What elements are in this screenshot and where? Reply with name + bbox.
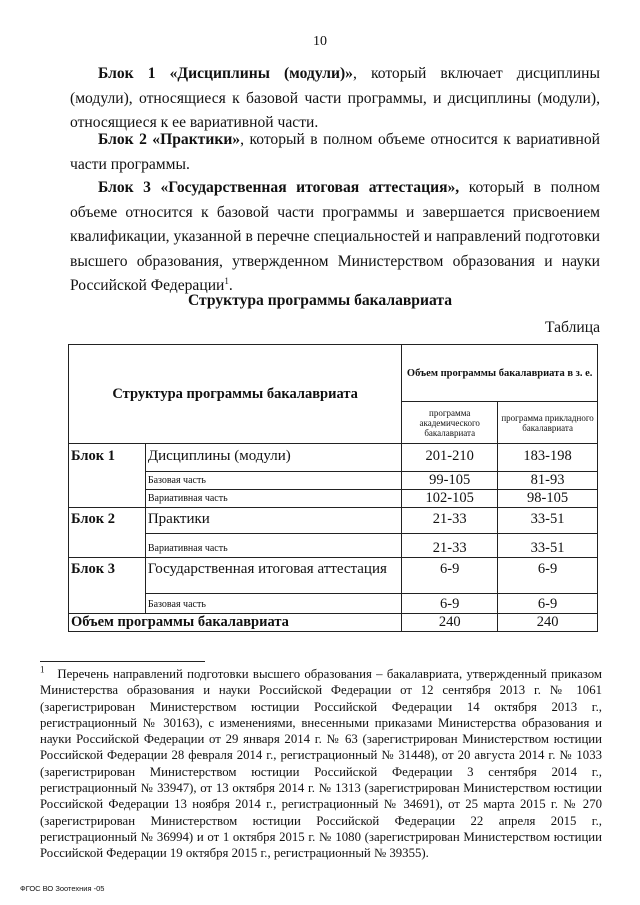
col-header-academic: программа академического бакалавриата [402, 402, 498, 444]
structure-table [68, 344, 598, 632]
table-row [69, 558, 598, 594]
table-row [69, 594, 598, 614]
table-heading: Структура программы бакалавриата [187, 292, 453, 309]
row-name: Вариативная часть [145, 534, 401, 558]
footnote-reference[interactable]: 1 [224, 275, 229, 286]
footnote [40, 666, 602, 862]
table-header-volume: Объем программы бакалавриата в з. е. [402, 345, 598, 402]
total-label: Объем программы бакалавриата [69, 614, 402, 632]
value-applied: 183-198 [498, 444, 598, 472]
value-academic: 6-9 [402, 558, 498, 594]
table-row [69, 444, 598, 472]
value-academic: 6-9 [402, 594, 498, 614]
row-name: Базовая часть [145, 472, 401, 490]
block3-text: который в полном объеме относится к базовой части программы и завершается присвоением квалификации, указанной в перечне специальностей и направлений подготовки высшего образования, утвержденном Министерством образования и науки Российской Федерации [70, 179, 601, 294]
page-footer: ФГОС ВО Зоотехния -05 [20, 884, 105, 893]
table-row [69, 534, 598, 558]
footnote-text: Перечень направлений подготовки высшего образования – бакалавриата, утвержденный приказом Министерства образования и науки Российской Федерации от 12 сентября 2013 г. № 1061 (зарегистрирован Министерством юстиции Российской Федерации 14 октября 2013 г., регистрационный № 30163), с изменениями, внесенными приказами Министерства образования и науки Российской Федерации от 29 января 2014 г. № 63 (зарегистрирован Министерством юстиции Российской Федерации 28 февраля 2014 г., регистрационный № 31448), от 20 августа 2014 г. № 1033 (зарегистрирован Министерством юстиции Российской Федерации 3 сентября 2014 г., регистрационный № 33947), от 13 октября 2014 г. № 1313 (зарегистрирован Министерством юстиции Российской Федерации 13 ноября 2014 г., регистрационный № 34691), от 25 марта 2015 г. № 270 (зарегистрирован Министерством юстиции Российской Федерации 22 апреля 2015 г., регистрационный № 36994) и от 1 октября 2015 г. № 1080 (зарегистрирован Министерством юстиции Российской Федерации 19 октября 2015 г., регистрационный № 39355). [40, 667, 602, 861]
block3-label: Блок 3 «Государственная итоговая аттестация», [98, 179, 460, 196]
value-academic: 21-33 [402, 534, 498, 558]
value-academic: 102-105 [402, 490, 498, 508]
table-total-row [69, 614, 598, 632]
row-name: Дисциплины (модули) [145, 444, 401, 472]
block-cell: Блок 1 [69, 444, 146, 508]
col-header-applied: программа прикладного бакалавриата [498, 402, 598, 444]
value-applied: 6-9 [498, 558, 598, 594]
value-academic: 99-105 [402, 472, 498, 490]
table-header-structure: Структура программы бакалавриата [69, 345, 402, 444]
value-academic: 201-210 [402, 444, 498, 472]
value-academic: 21-33 [402, 508, 498, 534]
table-row [69, 490, 598, 508]
footnote-separator [40, 661, 205, 662]
row-name: Вариативная часть [145, 490, 401, 508]
page-number: 10 [313, 34, 327, 49]
block-cell: Блок 2 [69, 508, 146, 558]
total-academic: 240 [402, 614, 498, 632]
table-label: Таблица [545, 319, 600, 336]
table-row [69, 508, 598, 534]
paragraph-block2 [70, 128, 600, 177]
value-applied: 33-51 [498, 534, 598, 558]
row-name: Базовая часть [145, 594, 401, 614]
value-applied: 6-9 [498, 594, 598, 614]
value-applied: 98-105 [498, 490, 598, 508]
footnote-mark: 1 [40, 664, 45, 675]
block1-label: Блок 1 «Дисциплины (модули)» [98, 65, 353, 82]
block2-text: , который в полном объеме относится к вариативной части программы. [70, 131, 600, 173]
block1-text: , который включает дисциплины (модули), относящиеся к базовой части программы, и дисциплины (модули), относящиеся к ее вариативной части. [70, 65, 600, 131]
paragraph-block3: Блок 3 «Государственная итоговая аттестация», который в полном объеме относится к базовой части программы и завершается присвоением квалификации, указанной в перечне специальностей и направлений подготовки высшего образования, утвержденном Министерством образования и науки Российской Федерации$^1$. [70, 179, 601, 294]
table-row [69, 472, 598, 490]
value-applied: 81-93 [498, 472, 598, 490]
block2-label: Блок 2 «Практики» [98, 131, 241, 148]
row-name: Практики [145, 508, 401, 534]
value-applied: 33-51 [498, 508, 598, 534]
total-applied: 240 [498, 614, 598, 632]
block-cell: Блок 3 [69, 558, 146, 614]
paragraph-block1 [70, 62, 600, 136]
row-name: Государственная итоговая аттестация [145, 558, 401, 594]
